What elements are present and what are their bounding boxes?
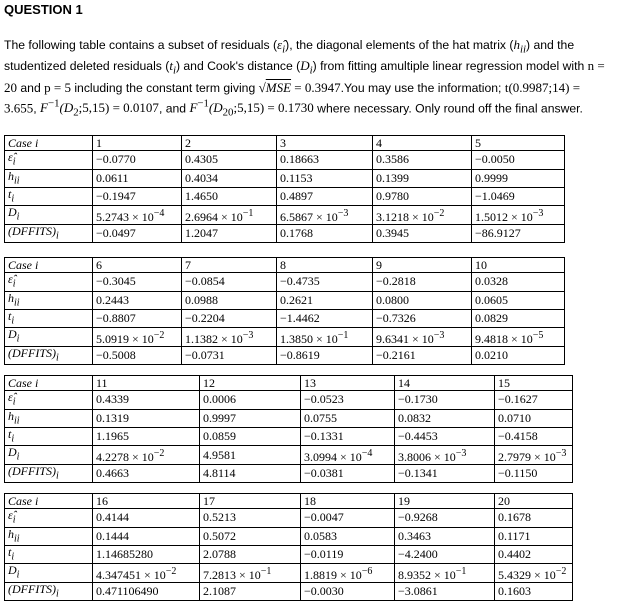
question-text: The following table contains a subset of residuals $(\varepsilon̂_i)$, the diagonal elements of the hat matrix $(h_{ii})$ and the studentized deleted residuals $(t_i)$ and Cook's distance $(D_i)$ from fitting amultiple linear regression model with n = 20 and p = 5 including the constant term giving √MSE = 0.3947.You may use the information; t(0.9987;14) = 3.655, $F^{-1}(D_2;5,15) = 0.0107$, and $F^{-1}(D_{20};5,15) = 0.1730$ where necessary. Only round off the final answer. (4, 37, 605, 119)
table-cell: 1.4650 (182, 188, 277, 206)
table-cell: 0.4144 (93, 509, 200, 527)
table-cell: $8.9352 \times 10^{-1}$ (395, 564, 495, 582)
table-cell: 0.4339 (93, 391, 200, 409)
table-cell: 0.0328 (472, 273, 565, 291)
table-cell: 4.9581 (200, 446, 301, 464)
row-label: $\varepsilon̂_i$ (5, 151, 93, 169)
row-label: $\varepsilon̂_i$ (5, 509, 93, 527)
row-label: $t_i$ (5, 188, 93, 206)
row-label: $(DFFITS)_i$ (5, 464, 93, 482)
row-label: $D_i$ (5, 328, 93, 346)
row-hat-diagonal (5, 169, 565, 187)
table-cell: 1.2047 (182, 224, 277, 242)
table-cell: −0.2818 (373, 273, 472, 291)
table-cell: −0.7326 (373, 310, 472, 328)
table-cell: $1.3850 \times 10^{-1}$ (277, 328, 373, 346)
table-cell: −0.8619 (277, 346, 373, 364)
table-cell: 0.1768 (277, 224, 373, 242)
table-cell: −0.0381 (301, 464, 395, 482)
table-cell: 0.4897 (277, 188, 373, 206)
table-cell: 0.5072 (200, 527, 301, 545)
residual-table-cases-11-15 (4, 375, 573, 483)
table-cell: 4 (373, 136, 472, 151)
table-cell: 3 (277, 136, 373, 151)
table-cell: 0.0859 (200, 428, 301, 446)
table-cell: 11 (93, 376, 200, 391)
table-cell: 10 (472, 258, 565, 273)
table-cell: $9.6341 \times 10^{-3}$ (373, 328, 472, 346)
row-case (5, 136, 565, 151)
row-label: $D_i$ (5, 564, 93, 582)
table-cell: −0.0030 (301, 582, 395, 600)
table-cell: 8 (277, 258, 373, 273)
row-hat-diagonal (5, 409, 573, 427)
table-cell: 16 (93, 494, 200, 509)
table-cell: −0.0523 (301, 391, 395, 409)
table-cell: −0.2204 (182, 310, 277, 328)
table-cell: $3.0994 \times 10^{-4}$ (301, 446, 395, 464)
row-studentized-residual (5, 428, 573, 446)
table-cell: 1.1965 (93, 428, 200, 446)
table-cell: 0.4305 (182, 151, 277, 169)
row-cooks-distance (5, 446, 573, 464)
table-cell: −0.1947 (93, 188, 182, 206)
row-label: $h_{ii}$ (5, 409, 93, 427)
table-cell: 0.1153 (277, 169, 373, 187)
table-cell: $5.2743 \times 10^{-4}$ (93, 206, 182, 224)
residual-table-cases-16-20 (4, 493, 573, 601)
row-label: $(DFFITS)_i$ (5, 224, 93, 242)
table-cell: 0.4663 (93, 464, 200, 482)
table-cell: 14 (395, 376, 495, 391)
table-cell: 0.2443 (93, 291, 182, 309)
table-cell: 0.18663 (277, 151, 373, 169)
table-cell: 0.5213 (200, 509, 301, 527)
table-cell: 17 (200, 494, 301, 509)
table-cell: $5.4329 \times 10^{-2}$ (495, 564, 573, 582)
row-residual (5, 509, 573, 527)
table-cell: 1.14685280 (93, 546, 200, 564)
table-cell: $4.347451 \times 10^{-2}$ (93, 564, 200, 582)
row-label: $D_i$ (5, 206, 93, 224)
row-residual (5, 391, 573, 409)
row-dffits (5, 346, 565, 364)
table-cell: 0.2621 (277, 291, 373, 309)
row-hat-diagonal (5, 527, 573, 545)
row-label: Case i (5, 136, 93, 151)
table-cell: 19 (395, 494, 495, 509)
table-cell: 18 (301, 494, 395, 509)
table-cell: 0.1678 (495, 509, 573, 527)
table-cell: 0.4034 (182, 169, 277, 187)
table-cell: 0.0829 (472, 310, 565, 328)
table-cell: 0.3945 (373, 224, 472, 242)
table-cell: 0.1444 (93, 527, 200, 545)
table-cell: 0.1171 (495, 527, 573, 545)
row-cooks-distance (5, 564, 573, 582)
table-cell: 0.3463 (395, 527, 495, 545)
table-cell: 5 (472, 136, 565, 151)
table-cell: −0.4735 (277, 273, 373, 291)
table-cell: 0.9997 (200, 409, 301, 427)
table-cell: −0.0770 (93, 151, 182, 169)
row-label: $(DFFITS)_i$ (5, 346, 93, 364)
table-cell: 0.471106490 (93, 582, 200, 600)
table-cell: $3.1218 \times 10^{-2}$ (373, 206, 472, 224)
table-cell: 0.0605 (472, 291, 565, 309)
table-cell: 4.8114 (200, 464, 301, 482)
table-cell: 2 (182, 136, 277, 151)
table-cell: −0.9268 (395, 509, 495, 527)
residual-table-cases-6-10 (4, 257, 565, 365)
table-cell: −0.4158 (495, 428, 573, 446)
table-cell: −1.4462 (277, 310, 373, 328)
residual-table-cases-1-5 (4, 135, 565, 243)
table-cell: $1.8819 \times 10^{-6}$ (301, 564, 395, 582)
row-cooks-distance (5, 328, 565, 346)
table-cell: −1.0469 (472, 188, 565, 206)
row-label: $t_i$ (5, 428, 93, 446)
row-studentized-residual (5, 546, 573, 564)
row-label: $h_{ii}$ (5, 169, 93, 187)
table-cell: −0.0497 (93, 224, 182, 242)
row-label: $h_{ii}$ (5, 291, 93, 309)
table-cell: 0.0210 (472, 346, 565, 364)
table-cell: $9.4818 \times 10^{-5}$ (472, 328, 565, 346)
table-cell: $7.2813 \times 10^{-1}$ (200, 564, 301, 582)
table-cell: −0.4453 (395, 428, 495, 446)
table-cell: −0.1150 (495, 464, 573, 482)
table-cell: 2.0788 (200, 546, 301, 564)
table-cell: 0.9999 (472, 169, 565, 187)
table-cell: −0.1730 (395, 391, 495, 409)
row-label: Case i (5, 258, 93, 273)
table-cell: 12 (200, 376, 301, 391)
table-cell: 13 (301, 376, 395, 391)
table-cell: 0.0988 (182, 291, 277, 309)
table-cell: 0.0710 (495, 409, 573, 427)
table-cell: −0.2161 (373, 346, 472, 364)
table-cell: −0.1341 (395, 464, 495, 482)
row-label: $h_{ii}$ (5, 527, 93, 545)
table-cell: 15 (495, 376, 573, 391)
table-cell: 0.0006 (200, 391, 301, 409)
table-cell: −0.5008 (93, 346, 182, 364)
row-label: $D_i$ (5, 446, 93, 464)
row-studentized-residual (5, 188, 565, 206)
row-hat-diagonal (5, 291, 565, 309)
row-cooks-distance (5, 206, 565, 224)
table-cell: 0.9780 (373, 188, 472, 206)
row-label: $t_i$ (5, 310, 93, 328)
row-studentized-residual (5, 310, 565, 328)
table-cell: 0.1603 (495, 582, 573, 600)
table-cell: 20 (495, 494, 573, 509)
table-cell: $1.5012 \times 10^{-3}$ (472, 206, 565, 224)
table-cell: $2.7979 \times 10^{-3}$ (495, 446, 573, 464)
table-cell: 0.3586 (373, 151, 472, 169)
row-label: Case i (5, 376, 93, 391)
row-case (5, 494, 573, 509)
table-cell: 6 (93, 258, 182, 273)
table-cell: −0.1331 (301, 428, 395, 446)
table-cell: −3.0861 (395, 582, 495, 600)
table-cell: −0.0854 (182, 273, 277, 291)
question-title: QUESTION 1 (4, 2, 83, 17)
table-cell: $3.8006 \times 10^{-3}$ (395, 446, 495, 464)
table-cell: −0.0731 (182, 346, 277, 364)
table-cell: −0.0050 (472, 151, 565, 169)
table-cell: −0.8807 (93, 310, 182, 328)
table-cell: $5.0919 \times 10^{-2}$ (93, 328, 182, 346)
table-cell: 9 (373, 258, 472, 273)
table-cell: $4.2278 \times 10^{-2}$ (93, 446, 200, 464)
row-label: $\varepsilon̂_i$ (5, 273, 93, 291)
table-cell: 0.0583 (301, 527, 395, 545)
table-cell: 7 (182, 258, 277, 273)
table-cell: −0.3045 (93, 273, 182, 291)
table-cell: 0.1319 (93, 409, 200, 427)
table-cell: 1 (93, 136, 182, 151)
table-cell: 0.0832 (395, 409, 495, 427)
row-label: $t_i$ (5, 546, 93, 564)
table-cell: 0.0755 (301, 409, 395, 427)
table-cell: 0.4402 (495, 546, 573, 564)
row-dffits (5, 464, 573, 482)
table-cell: 0.0800 (373, 291, 472, 309)
row-residual (5, 273, 565, 291)
row-case (5, 376, 573, 391)
table-cell: −0.0119 (301, 546, 395, 564)
table-cell: $1.1382 \times 10^{-3}$ (182, 328, 277, 346)
table-cell: $6.5867 \times 10^{-3}$ (277, 206, 373, 224)
row-dffits (5, 582, 573, 600)
table-cell: −86.9127 (472, 224, 565, 242)
table-cell: 0.0611 (93, 169, 182, 187)
table-cell: 0.1399 (373, 169, 472, 187)
row-label: Case i (5, 494, 93, 509)
row-label: $(DFFITS)_i$ (5, 582, 93, 600)
row-label: $\varepsilon̂_i$ (5, 391, 93, 409)
row-dffits (5, 224, 565, 242)
table-cell: 2.1087 (200, 582, 301, 600)
table-cell: −0.1627 (495, 391, 573, 409)
table-cell: $2.6964 \times 10^{-1}$ (182, 206, 277, 224)
table-cell: −0.0047 (301, 509, 395, 527)
row-residual (5, 151, 565, 169)
table-cell: −4.2400 (395, 546, 495, 564)
row-case (5, 258, 565, 273)
